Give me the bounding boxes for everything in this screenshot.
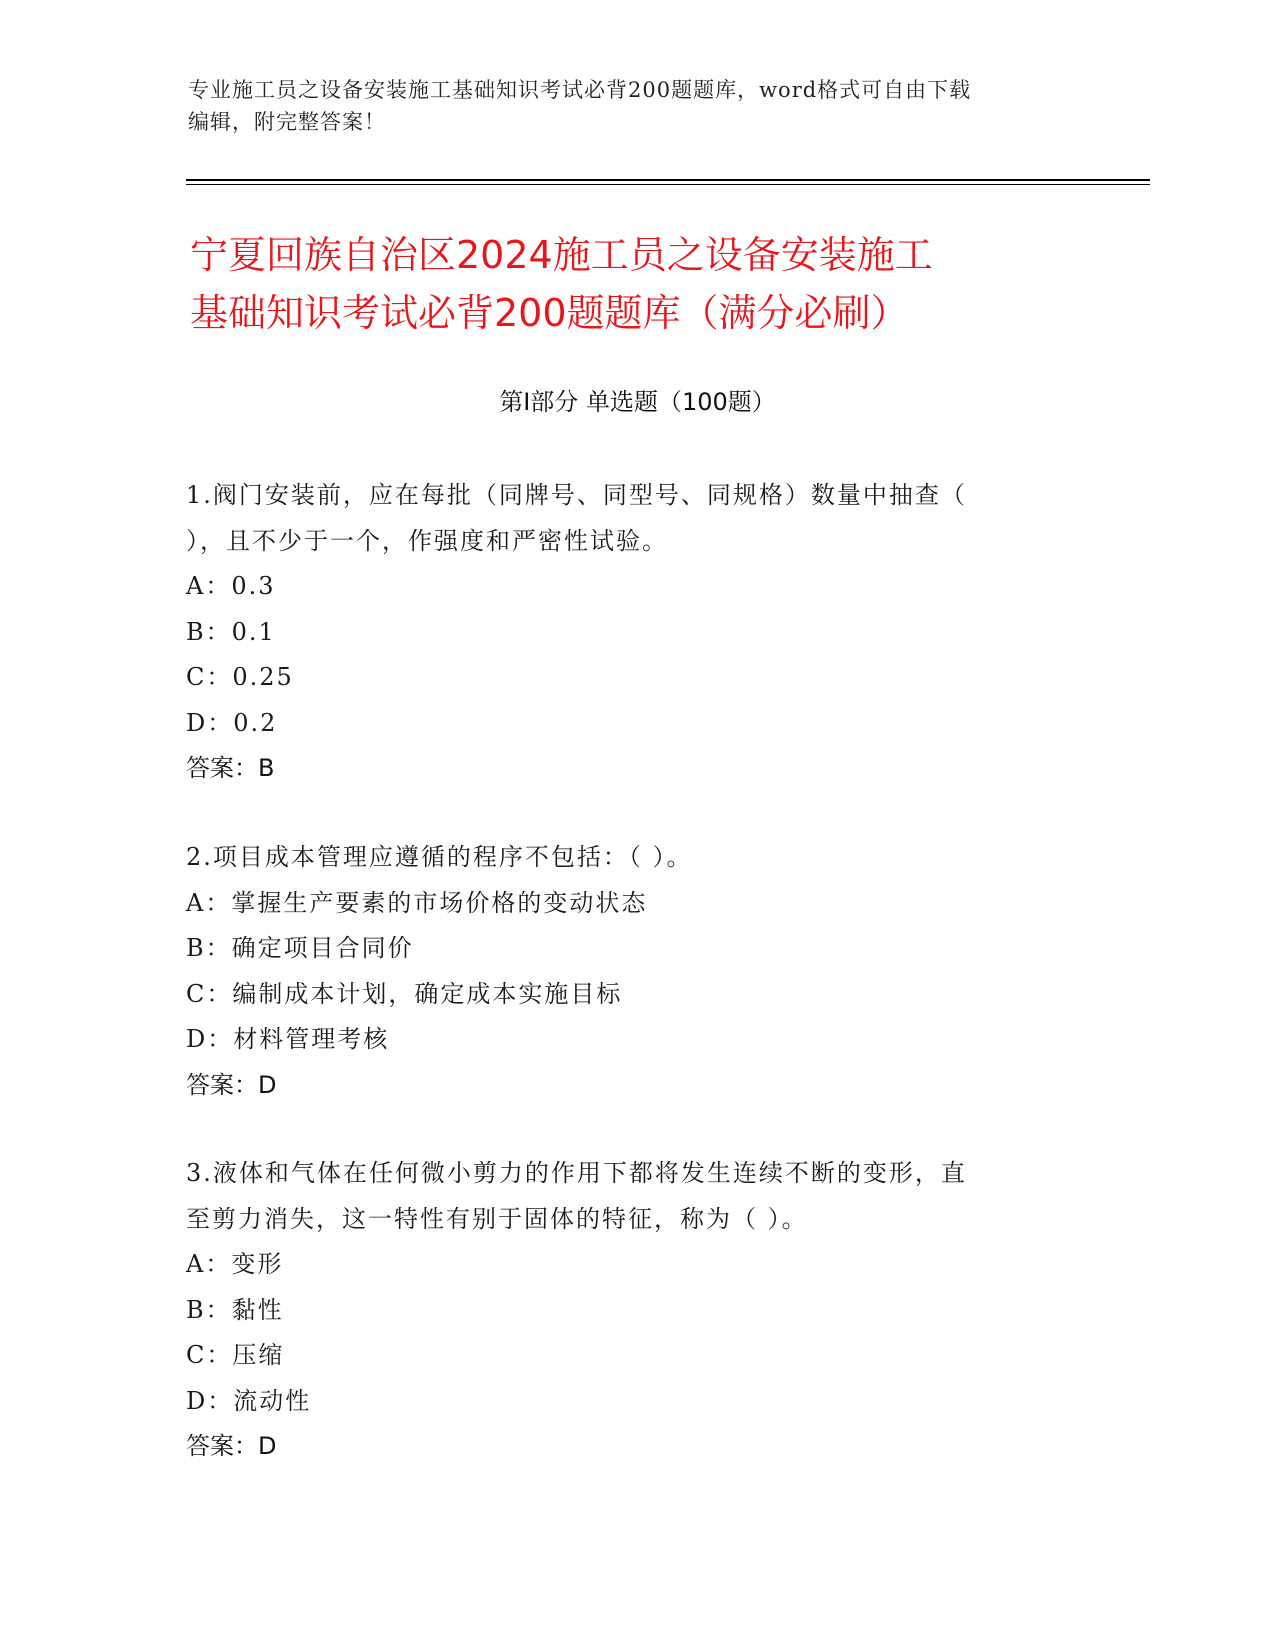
question-block [186,1151,1066,1470]
question-stem-line: 3.液体和气体在任何微小剪力的作用下都将发生连续不断的变形，直 [186,1159,967,1187]
title-line-1: 宁夏回族自治区2024施工员之设备安装施工 [190,233,933,277]
document-header-note [188,74,1088,138]
option-a: A：掌握生产要素的市场价格的变动状态 [186,888,648,917]
question-stem-line: ），且不少于一个，作强度和严密性试验。 [186,526,668,555]
question-block [186,835,1066,1108]
question-stem-line: 2.项目成本管理应遵循的程序不包括：（ ）。 [186,843,693,871]
option-d: D：0.2 [186,708,278,737]
option-a: A：变形 [186,1250,284,1278]
option-b: B：黏性 [186,1295,284,1324]
header-divider-thick [186,179,1150,181]
question-stem-line: 1.阀门安装前，应在每批（同牌号、同型号、同规格）数量中抽查（ [186,481,967,509]
answer-line: 答案：D [186,1070,277,1099]
option-a: A：0.3 [186,572,276,600]
section-heading: 第Ⅰ部分 单选题（100题） [499,388,776,416]
option-d: D：流动性 [186,1386,312,1415]
title-line-2: 基础知识考试必背200题题库（满分必刷） [190,291,909,335]
option-c: C：0.25 [186,663,294,691]
option-c: C：压缩 [186,1341,285,1369]
question-stem-line: 至剪力消失，这一特性有别于固体的特征，称为（ ）。 [186,1204,808,1233]
option-d: D：材料管理考核 [186,1025,390,1053]
answer-line: 答案：B [186,754,275,782]
option-b: B：确定项目合同价 [186,934,414,962]
header-note-line-2: 编辑，附完整答案！ [188,110,386,134]
question-block [186,473,1066,792]
header-note-line-1: 专业施工员之设备安装施工基础知识考试必背200题题库，word格式可自由下载 [188,78,972,102]
document-title [190,226,1090,342]
header-divider-thin [186,184,1150,185]
option-b: B：0.1 [186,617,276,646]
option-c: C：编制成本计划，确定成本实施目标 [186,979,623,1008]
answer-line: 答案：D [186,1432,277,1460]
